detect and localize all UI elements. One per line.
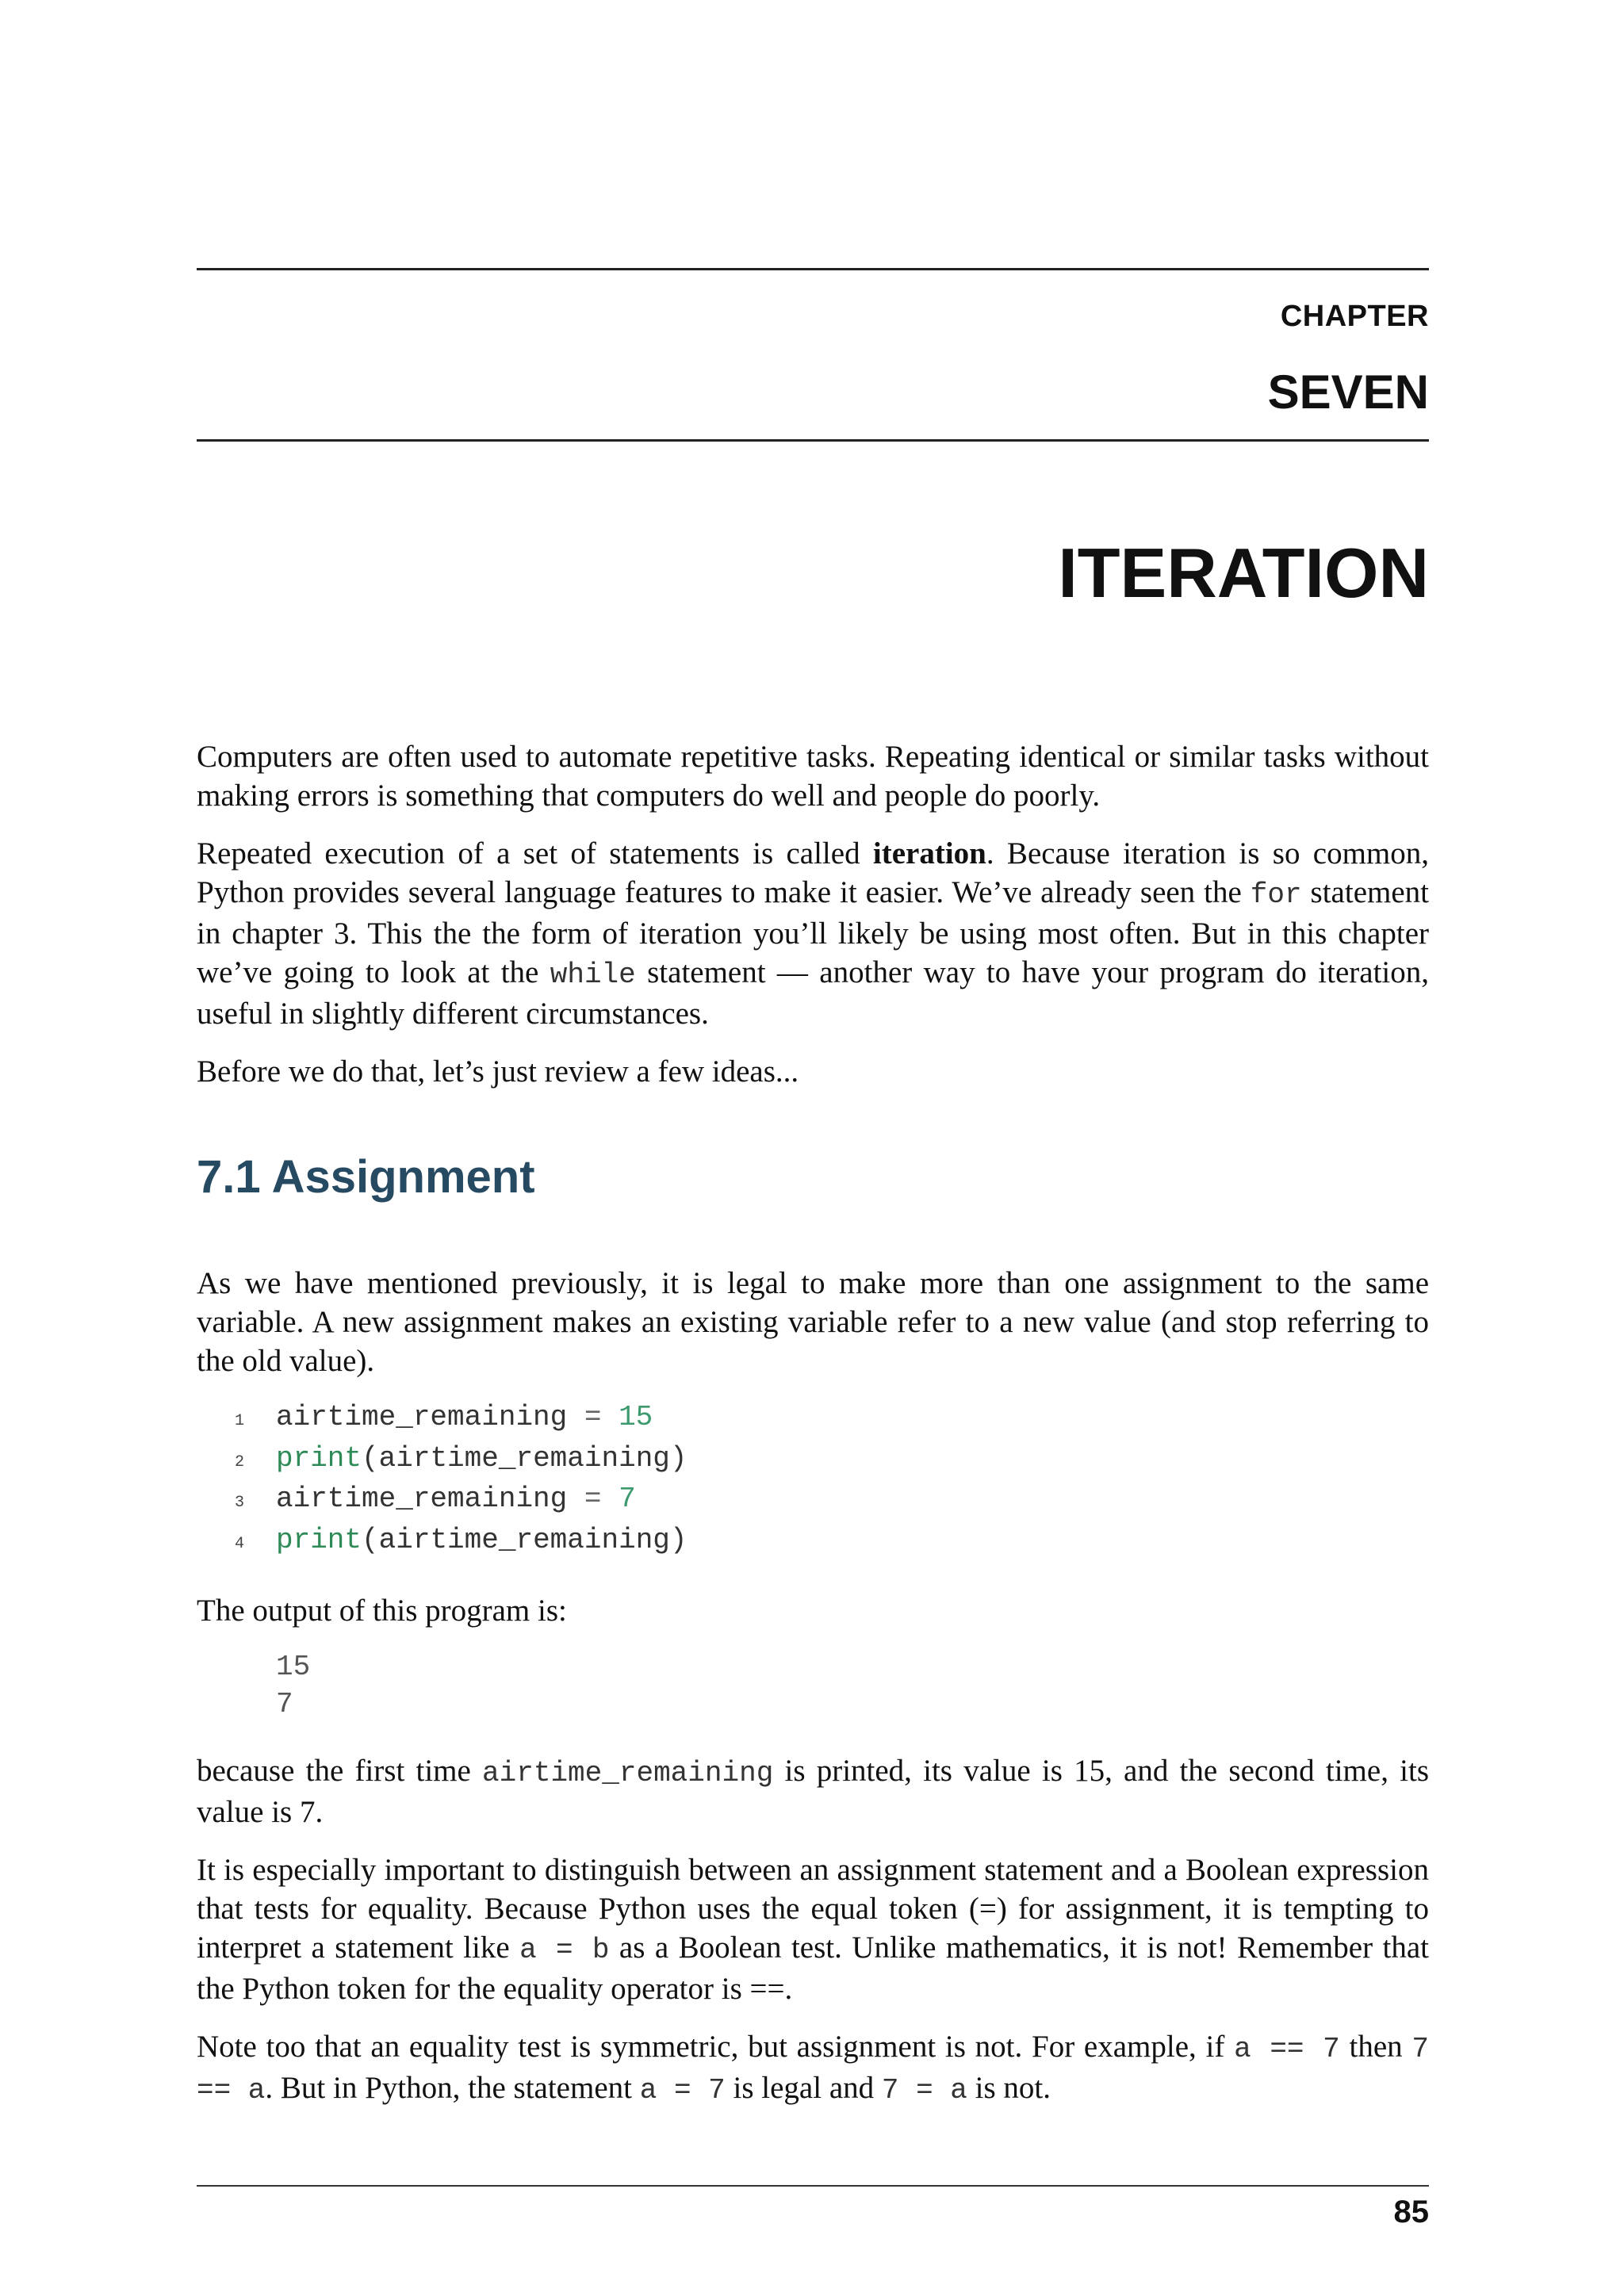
code-number: 15 — [619, 1401, 653, 1433]
inline-code: a == 7 — [1234, 2033, 1340, 2065]
inline-code: a = 7 — [639, 2074, 726, 2107]
text-span: is legal and — [725, 2071, 882, 2105]
inline-code: 7 == a — [197, 2033, 1429, 2107]
code-args: (airtime_remaining) — [362, 1441, 688, 1475]
inline-code: 7 = a — [881, 2074, 967, 2107]
text-span: as a Boolean test. Unlike mathematics, it is not! Remember that the Python token for the equality operator is ==. — [197, 1931, 1429, 2006]
intro-paragraph-3: Before we do that, let’s just review a few ideas... — [197, 1054, 799, 1089]
code-variable: airtime_remaining — [276, 1483, 568, 1515]
code-block — [197, 1399, 1429, 1563]
intro-paragraph-1: Computers are often used to automate repetitive tasks. Repeating identical or similar tasks without making errors is something that computers do well and people do poorly. — [197, 740, 1429, 813]
inline-code-airtime: airtime_remaining — [482, 1757, 774, 1789]
code-line — [235, 1522, 1429, 1563]
text-span: then — [1339, 2030, 1412, 2064]
text-span: statement in chapter 3. This the the form of iteration you’ll likely be using most often. But in this chapter we’ve going to look at the — [197, 875, 1429, 989]
text-span: Note too that an equality test is symmetric, but assignment is not. For example, if — [197, 2030, 1235, 2064]
code-variable: airtime_remaining — [276, 1401, 568, 1433]
chapter-title: ITERATION — [1058, 534, 1429, 612]
code-line — [235, 1441, 1429, 1482]
section-paragraph-2 — [197, 1751, 1429, 1831]
page-number: 85 — [1393, 2195, 1429, 2229]
output-line: 15 — [276, 1651, 311, 1683]
text-span: is not. — [967, 2071, 1051, 2105]
code-builtin: print — [276, 1441, 362, 1475]
inline-code-for: for — [1250, 878, 1302, 911]
chapter-number: SEVEN — [1267, 365, 1429, 419]
text-span: because the first time — [197, 1754, 483, 1788]
section-paragraph-3 — [197, 1850, 1429, 2008]
main-content — [197, 737, 1429, 2129]
text-span: . Because iteration is so common, Python provides several language features to make it easier. We’ve already seen the — [197, 836, 1429, 909]
footer-rule — [197, 2185, 1429, 2187]
chapter-top-rule — [197, 268, 1429, 270]
code-operator: = — [567, 1401, 619, 1433]
line-number: 3 — [235, 1494, 245, 1512]
output-block — [197, 1649, 1429, 1723]
line-number: 4 — [235, 1534, 245, 1553]
code-line — [235, 1481, 1429, 1522]
intro-paragraph-2 — [197, 834, 1429, 1033]
section-paragraph-1: As we have mentioned previously, it is legal to make more than one assignment to the same variable. A new assignment makes an existing variable refer to a new value (and stop referring to the old value). — [197, 1266, 1429, 1378]
chapter-label: CHAPTER — [1280, 300, 1429, 333]
text-span: statement — another way to have your program do iteration, useful in slightly different circumstances. — [197, 955, 1429, 1031]
section-heading — [197, 1153, 1429, 1202]
output-intro: The output of this program is: — [197, 1594, 567, 1628]
output-line: 7 — [276, 1687, 293, 1720]
code-args: (airtime_remaining) — [362, 1523, 688, 1556]
code-line — [235, 1399, 1429, 1441]
inline-code-a-equals-b: a = b — [519, 1934, 610, 1966]
inline-code-while: while — [550, 959, 636, 991]
code-operator: = — [567, 1483, 619, 1515]
text-span: is printed, its value is 15, and the second time, its value is 7. — [197, 1754, 1430, 1829]
line-number: 1 — [235, 1412, 245, 1430]
line-number: 2 — [235, 1452, 245, 1471]
code-builtin: print — [276, 1523, 362, 1556]
chapter-bottom-rule — [197, 439, 1429, 442]
section-number: 7.1 — [197, 1151, 261, 1203]
text-span: . But in Python, the statement — [265, 2071, 640, 2105]
code-number: 7 — [619, 1483, 636, 1515]
text-span: It is especially important to distinguish between an assignment statement and a Boolean expression that tests for equality. Because Python uses the equal token (=) for assignment, it is tempting to interpret a statement like — [197, 1853, 1429, 1965]
term-iteration: iteration — [872, 836, 986, 871]
text-span: Repeated execution of a set of statements is called — [197, 836, 873, 871]
section-title: Assignment — [271, 1151, 535, 1203]
section-paragraph-4 — [197, 2027, 1429, 2110]
